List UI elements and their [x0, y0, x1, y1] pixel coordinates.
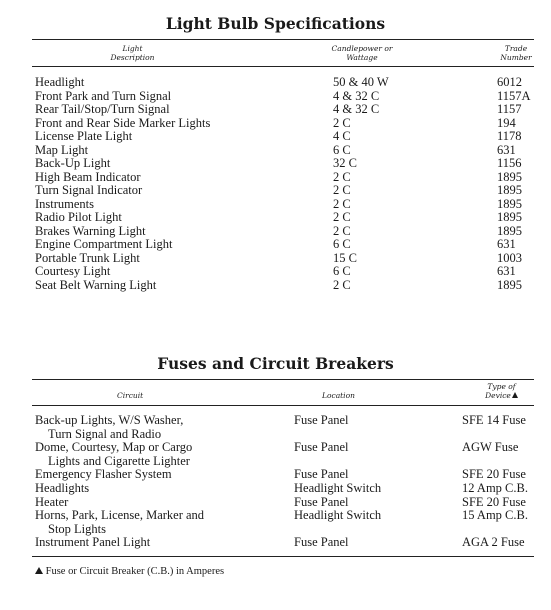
fuse-location-cell: Fuse Panel: [294, 535, 349, 550]
bulb-table-title: Light Bulb Specifications: [165, 14, 386, 33]
bulb-trade-number-cell: 631: [497, 264, 516, 278]
bulb-candlepower-cell: 32 C: [333, 156, 357, 170]
bulb-candlepower-cell: 6 C: [333, 264, 351, 278]
fuse-circuit-cell: Back-up Lights, W/S Washer,: [35, 413, 184, 427]
bulb-table-top-rule: [32, 39, 534, 40]
bulb-trade-number-cell: 1156: [497, 156, 522, 170]
bulb-trade-number-cell: 631: [497, 142, 516, 157]
fuse-device-cell: SFE 20 Fuse: [462, 467, 526, 482]
fuse-circuit-cell: Turn Signal and Radio: [48, 426, 162, 441]
bulb-candlepower-cell: 4 & 32 C: [333, 88, 380, 103]
fuse-table-top-rule: [32, 379, 534, 380]
triangle-icon: [512, 392, 518, 398]
bulb-description-cell: Rear Tail/Stop/Turn Signal: [35, 102, 170, 116]
footnote-text: Fuse or Circuit Breaker (C.B.) in Amperes: [45, 566, 225, 577]
fuse-circuit-cell: Headlights: [35, 481, 90, 495]
bulb-candlepower-cell: 2 C: [333, 183, 351, 197]
triangle-icon: [35, 567, 43, 574]
fuse-circuit-cell: Heater: [35, 494, 69, 509]
bulb-description-cell: Portable Trunk Light: [35, 250, 140, 265]
bulb-description-cell: Brakes Warning Light: [35, 223, 146, 238]
bulb-trade-number-cell: 1003: [497, 250, 522, 265]
bulb-header-description: Light Description: [110, 44, 155, 62]
fuse-header-circuit: Circuit: [117, 391, 144, 400]
bulb-header-trade-number: Trade Number: [500, 44, 532, 62]
fuse-table-title: Fuses and Circuit Breakers: [157, 354, 394, 373]
fuse-circuit-cell: Emergency Flasher System: [35, 467, 172, 482]
bulb-candlepower-cell: 6 C: [333, 237, 351, 251]
fuse-location-cell: Fuse Panel: [294, 467, 349, 482]
fuse-circuit-cell: Instrument Panel Light: [35, 535, 151, 550]
bulb-trade-number-cell: 1178: [497, 129, 522, 143]
bulb-trade-number-cell: 1895: [497, 196, 522, 211]
bulb-header-candlepower: Candlepower or Wattage: [331, 44, 393, 62]
bulb-trade-number-cell: 1895: [497, 277, 522, 292]
fuse-circuit-cell: Lights and Cigarette Lighter: [48, 453, 190, 468]
bulb-candlepower-cell: 2 C: [333, 196, 351, 211]
bulb-description-cell: Front Park and Turn Signal: [35, 88, 172, 103]
bulb-description-cell: License Plate Light: [35, 129, 133, 143]
fuse-circuit-cell: Horns, Park, License, Marker and: [35, 508, 205, 523]
fuse-location-cell: Fuse Panel: [294, 440, 349, 455]
bulb-description-cell: Engine Compartment Light: [35, 237, 173, 251]
bulb-trade-number-cell: 194: [497, 115, 516, 130]
fuse-device-cell: 15 Amp C.B.: [462, 508, 528, 523]
bulb-candlepower-cell: 2 C: [333, 223, 351, 238]
bulb-trade-number-cell: 1895: [497, 183, 522, 197]
bulb-description-cell: Courtesy Light: [35, 264, 111, 278]
bulb-candlepower-cell: 4 & 32 C: [333, 102, 380, 116]
bulb-trade-number-cell: 1157: [497, 102, 522, 116]
fuse-device-cell: AGW Fuse: [462, 440, 519, 455]
bulb-description-cell: Radio Pilot Light: [35, 210, 122, 224]
bulb-trade-number-cell: 1895: [497, 169, 522, 184]
fuse-device-cell: SFE 14 Fuse: [462, 413, 526, 427]
fuse-location-cell: Headlight Switch: [294, 481, 382, 495]
bulb-description-cell: Back-Up Light: [35, 156, 111, 170]
bulb-description-cell: Turn Signal Indicator: [35, 183, 143, 197]
bulb-candlepower-cell: 15 C: [333, 250, 357, 265]
bulb-candlepower-cell: 2 C: [333, 169, 351, 184]
bulb-trade-number-cell: 631: [497, 237, 516, 251]
fuse-device-cell: SFE 20 Fuse: [462, 494, 526, 509]
fuse-location-cell: Headlight Switch: [294, 508, 382, 523]
bulb-candlepower-cell: 2 C: [333, 115, 351, 130]
bulb-trade-number-cell: 6012: [497, 75, 522, 89]
bulb-candlepower-cell: 50 & 40 W: [333, 75, 389, 89]
bulb-description-cell: Front and Rear Side Marker Lights: [35, 115, 211, 130]
fuse-circuit-cell: Stop Lights: [48, 521, 106, 536]
fuse-device-cell: 12 Amp C.B.: [462, 481, 528, 495]
bulb-candlepower-cell: 4 C: [333, 129, 351, 143]
fuse-header-location: Location: [322, 391, 355, 400]
fuse-circuit-cell: Dome, Courtesy, Map or Cargo: [35, 440, 193, 455]
footnote: [35, 566, 224, 577]
bulb-candlepower-cell: 6 C: [333, 142, 351, 157]
bulb-description-cell: Map Light: [35, 142, 89, 157]
bulb-description-cell: High Beam Indicator: [35, 169, 141, 184]
bulb-candlepower-cell: 2 C: [333, 210, 351, 224]
bulb-table-header-rule: [32, 66, 534, 67]
fuse-device-cell: AGA 2 Fuse: [462, 535, 525, 550]
fuse-location-cell: Fuse Panel: [294, 413, 349, 427]
bulb-trade-number-cell: 1895: [497, 210, 522, 224]
bulb-description-cell: Instruments: [35, 196, 95, 211]
fuse-table-bottom-rule: [32, 556, 534, 557]
fuse-header-device: Type of Device: [479, 382, 524, 400]
bulb-trade-number-cell: 1157A: [497, 88, 531, 103]
bulb-candlepower-cell: 2 C: [333, 277, 351, 292]
bulb-description-cell: Seat Belt Warning Light: [35, 277, 157, 292]
fuse-location-cell: Fuse Panel: [294, 494, 349, 509]
bulb-description-cell: Headlight: [35, 75, 85, 89]
fuse-table-header-rule: [32, 405, 534, 406]
bulb-trade-number-cell: 1895: [497, 223, 522, 238]
